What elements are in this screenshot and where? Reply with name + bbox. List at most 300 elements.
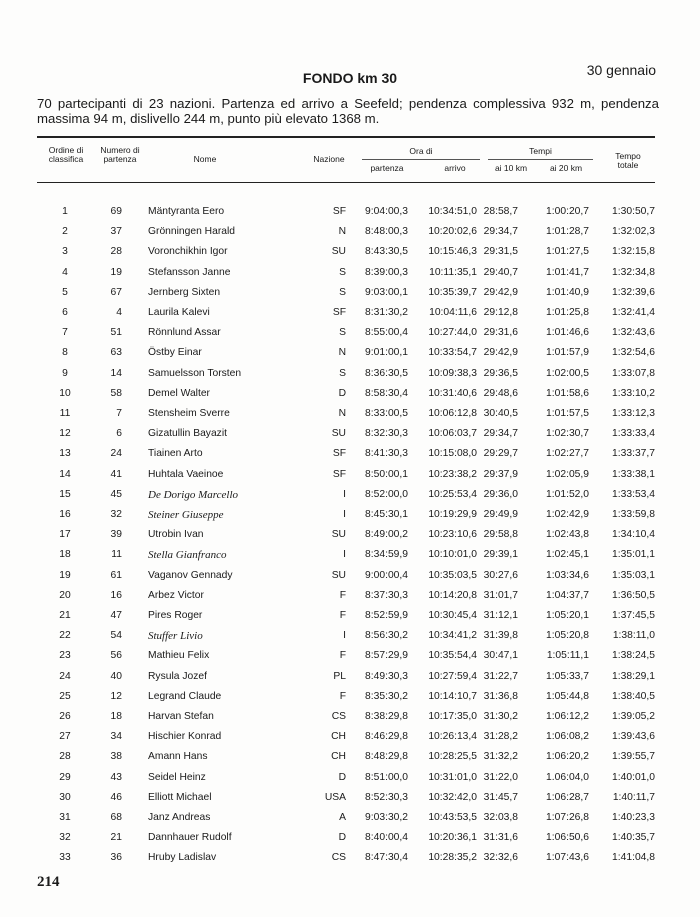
name-cell: Voronchikhin Igor [148,246,228,258]
name-cell: Amann Hans [148,751,208,763]
table-row [0,303,700,323]
nation-cell: SF [332,468,346,480]
split-10km-cell: 29:48,6 [483,387,518,399]
split-10km-cell: 30:27,6 [483,569,518,581]
finish-time-cell: 10:19:29,9 [428,509,477,520]
table-row [0,667,700,687]
table-row [0,707,700,727]
total-time-cell: 1:39:05,2 [612,711,655,722]
table-row [0,444,700,464]
total-time-cell: 1:33:53,4 [612,488,655,500]
start-time-cell: 8:56:30,2 [365,630,408,642]
total-time-cell: 1:34:10,4 [612,529,655,541]
split-20km-cell: 1:05:11,1 [546,650,589,662]
split-10km-cell: 31:31,6 [483,832,518,844]
rank-cell: 14 [59,468,71,480]
table-row [0,465,700,485]
ora-rule [362,159,480,160]
table-row [0,545,700,565]
total-time-cell: 1:33:38,1 [612,468,655,480]
total-time-cell: 1:40:35,7 [612,832,655,844]
total-time-cell: 1:40:23,3 [612,812,655,823]
start-time-cell: 8:49:30,3 [365,670,408,682]
finish-time-cell: 10:20:02,6 [428,226,477,238]
finish-time-cell: 10:35:54,4 [428,650,477,662]
split-20km-cell: 1:01:25,8 [546,307,589,318]
rank-cell: 33 [59,852,71,864]
finish-time-cell: 10:23:38,2 [428,468,477,480]
nation-cell: SU [331,569,346,581]
start-number-cell: 63 [110,347,122,359]
name-cell: Gizatullin Bayazit [148,428,227,440]
table-row [0,364,700,384]
page-title: FONDO km 30 [302,70,398,86]
total-time-cell: 1:40:11,7 [612,791,655,803]
name-cell: Stefansson Janne [148,266,231,278]
start-time-cell: 8:39:00,3 [365,266,408,278]
start-number-cell: 69 [110,206,122,217]
total-time-cell: 1:39:43,6 [612,731,655,743]
nation-cell: SU [331,428,346,440]
table-row [0,343,700,363]
rank-cell: 28 [59,751,71,763]
table-row [0,424,700,444]
finish-time-cell: 10:20:36,1 [428,832,477,844]
name-cell: Stensheim Sverre [148,408,230,419]
finish-time-cell: 10:15:08,0 [428,448,477,460]
start-time-cell: 8:37:30,3 [365,589,408,601]
total-time-cell: 1:32:02,3 [612,226,655,238]
rank-cell: 21 [59,610,71,621]
nation-cell: A [339,812,346,823]
start-time-cell: 9:00:00,4 [365,569,408,581]
name-cell: Arbez Victor [148,589,204,601]
start-time-cell: 8:48:00,3 [365,226,408,238]
start-time-cell: 9:01:00,1 [365,347,408,359]
total-time-cell: 1:32:39,6 [612,286,655,298]
split-10km-cell: 32:03,8 [483,812,518,823]
split-10km-cell: 29:58,8 [483,529,518,541]
total-time-cell: 1:33:59,8 [612,509,655,520]
finish-time-cell: 10:43:53,5 [428,812,477,823]
total-time-cell: 1:32:15,8 [612,246,655,258]
nation-cell: S [339,327,346,339]
split-10km-cell: 29:36,5 [483,367,518,379]
header-20km: ai 20 km [549,163,583,173]
total-time-cell: 1:32:43,6 [612,327,655,339]
finish-time-cell: 10:27:59,4 [428,670,477,682]
table-row [0,202,700,222]
name-cell: Pires Roger [148,610,203,621]
name-cell: Elliott Michael [148,791,212,803]
start-number-cell: 56 [110,650,122,662]
split-20km-cell: 1:05:33,7 [546,670,589,682]
split-20km-cell: 1:04:37,7 [546,589,589,601]
rank-cell: 27 [59,731,71,743]
nation-cell: CH [331,731,346,743]
name-cell: Tiainen Arto [148,448,203,460]
start-number-cell: 12 [110,690,122,702]
start-number-cell: 61 [110,569,122,581]
split-20km-cell: 1:05:20,8 [546,630,589,642]
name-cell: Stella Gianfranco [148,549,227,562]
split-20km-cell: 1.06:04,0 [546,771,589,783]
tempi-rule [488,159,593,160]
total-time-cell: 1:35:01,1 [612,549,655,561]
total-time-cell: 1:33:37,7 [612,448,655,460]
table-row [0,747,700,767]
start-time-cell: 8:40:00,4 [365,832,408,844]
start-number-cell: 18 [110,711,122,722]
table-row [0,222,700,242]
finish-time-cell: 10:27:44,0 [428,327,477,339]
nation-cell: S [339,266,346,278]
start-time-cell: 8:50:00,1 [365,468,408,480]
split-10km-cell: 29:12,8 [483,307,518,318]
start-number-cell: 51 [110,327,122,339]
page-number: 214 [37,874,60,890]
split-10km-cell: 29:29,7 [483,448,518,460]
split-10km-cell: 31:36,8 [483,690,518,702]
start-time-cell: 8:52:00,0 [365,488,408,500]
start-time-cell: 8:33:00,5 [365,408,408,419]
split-20km-cell: 1:00:20,7 [546,206,589,217]
finish-time-cell: 10:35:03,5 [428,569,477,581]
total-time-cell: 1:41:04,8 [612,852,655,864]
start-time-cell: 8:51:00,0 [365,771,408,783]
finish-time-cell: 10:33:54,7 [428,347,477,359]
split-10km-cell: 31:32,2 [483,751,518,763]
start-time-cell: 8:31:30,2 [365,307,408,318]
finish-time-cell: 10:09:38,3 [428,367,477,379]
split-20km-cell: 1:02:42,9 [546,509,589,520]
total-time-cell: 1:33:33,4 [612,428,655,440]
nation-cell: I [343,549,346,561]
rank-cell: 3 [62,246,68,258]
nation-cell: SF [332,206,346,217]
split-20km-cell: 1:02:45,1 [546,549,589,561]
start-number-cell: 39 [110,529,122,541]
total-time-cell: 1:32:41,4 [612,307,655,318]
table-row [0,727,700,747]
rank-cell: 20 [59,589,71,601]
split-10km-cell: 30:40,5 [483,408,518,419]
split-20km-cell: 1:01:41,7 [546,266,589,278]
name-cell: Rönnlund Assar [148,327,221,339]
split-10km-cell: 31:45,7 [483,791,518,803]
rank-cell: 32 [59,832,71,844]
table-row [0,323,700,343]
nation-cell: N [338,408,346,419]
table-row [0,586,700,606]
start-number-cell: 19 [110,266,122,278]
total-time-cell: 1:38:11,0 [612,630,655,642]
header-name: Nome [193,154,217,164]
start-number-cell: 4 [116,307,122,318]
header-rank: Ordine di classifica [48,145,84,164]
finish-time-cell: 10:17:35,0 [428,711,477,722]
start-time-cell: 8:55:00,4 [365,327,408,339]
nation-cell: D [338,387,346,399]
nation-cell: F [339,690,346,702]
finish-time-cell: 10:10:01,0 [428,549,477,561]
start-time-cell: 8:32:30,3 [365,428,408,440]
finish-time-cell: 10:04:11,6 [429,307,477,318]
finish-time-cell: 10:25:53,4 [428,488,477,500]
table-row [0,626,700,646]
start-number-cell: 38 [110,751,122,763]
rank-cell: 25 [59,690,71,702]
split-10km-cell: 29:36,0 [483,488,518,500]
nation-cell: SF [332,307,346,318]
split-20km-cell: 1:02:05,9 [546,468,589,480]
total-time-cell: 1:33:10,2 [612,387,655,399]
finish-time-cell: 10:31:40,6 [428,387,477,399]
finish-time-cell: 10:23:10,6 [428,529,477,541]
start-time-cell: 8:36:30,5 [365,367,408,379]
nation-cell: D [338,832,346,844]
start-number-cell: 6 [116,428,122,440]
start-time-cell: 8:52:59,9 [365,610,408,621]
start-number-cell: 67 [110,286,122,298]
nation-cell: CS [331,711,346,722]
nation-cell: CS [331,852,346,864]
split-10km-cell: 29:31,5 [483,246,518,258]
header-nation: Nazione [313,154,345,164]
split-20km-cell: 1:01:57,9 [546,347,589,359]
rank-cell: 1 [62,206,68,217]
finish-time-cell: 10:34:51,0 [428,206,477,217]
name-cell: Stuffer Livio [148,630,203,643]
total-time-cell: 1:39:55,7 [612,751,655,763]
split-10km-cell: 29:34,7 [483,226,518,238]
split-20km-cell: 1:05:20,1 [546,610,589,621]
name-cell: Jernberg Sixten [148,286,221,298]
nation-cell: S [339,367,346,379]
split-10km-cell: 31:12,1 [483,610,518,621]
start-time-cell: 8:43:30,5 [365,246,408,258]
total-time-cell: 1:33:12,3 [612,408,655,419]
header-10km: ai 10 km [494,163,528,173]
total-time-cell: 1:33:07,8 [612,367,655,379]
start-number-cell: 7 [116,408,122,419]
nation-cell: CH [331,751,346,763]
rank-cell: 16 [59,509,71,520]
start-time-cell: 8:48:29,8 [365,751,408,763]
split-10km-cell: 30:47,1 [483,650,518,662]
split-20km-cell: 1:01:58,6 [546,387,589,399]
rank-cell: 11 [59,408,71,419]
rank-cell: 26 [59,711,71,722]
table-row [0,566,700,586]
split-10km-cell: 31:22,7 [483,670,518,682]
start-time-cell: 8:49:00,2 [365,529,408,541]
split-10km-cell: 29:42,9 [483,286,518,298]
date: 30 gennaio [586,62,656,78]
intro-paragraph: 70 partecipanti di 23 nazioni. Partenza ed arrivo a Seefeld; pendenza complessiva 932 m, pendenza massima 94 m, dislivello 244 m, punto più elevato 1368 m. [37,96,659,126]
name-cell: Dannhauer Rudolf [148,832,232,844]
start-number-cell: 40 [110,670,122,682]
name-cell: Mathieu Felix [148,650,210,662]
start-number-cell: 46 [110,791,122,803]
nation-cell: N [338,226,346,238]
split-20km-cell: 1:01:57,5 [546,408,589,419]
name-cell: Harvan Stefan [148,711,214,722]
name-cell: Seidel Heinz [148,771,206,783]
start-number-cell: 58 [110,387,122,399]
start-time-cell: 9:03:00,1 [365,286,408,298]
rank-cell: 31 [59,812,71,823]
header-number: Numero di partenza [100,145,140,164]
split-20km-cell: 1:07:26,8 [546,812,589,823]
split-20km-cell: 1:02:43,8 [546,529,589,541]
split-10km-cell: 28:58,7 [483,206,518,217]
rank-cell: 13 [59,448,71,460]
rank-cell: 4 [62,266,68,278]
finish-time-cell: 10:35:39,7 [428,286,477,298]
nation-cell: I [343,630,346,642]
table-row [0,242,700,262]
rank-cell: 2 [62,226,68,238]
start-time-cell: 9:04:00,3 [365,206,408,217]
rank-cell: 17 [59,529,71,541]
table-row [0,505,700,525]
nation-cell: USA [324,791,346,803]
finish-time-cell: 10:14:20,8 [428,589,477,601]
start-number-cell: 16 [110,589,122,601]
finish-time-cell: 10:34:41,2 [428,630,477,642]
start-number-cell: 43 [110,771,122,783]
split-10km-cell: 31:30,2 [483,711,518,722]
nation-cell: D [338,771,346,783]
start-time-cell: 9:03:30,2 [365,812,408,823]
split-20km-cell: 1:01:27,5 [546,246,589,258]
start-number-cell: 54 [110,630,122,642]
header-total: Tempo totale [615,151,641,170]
total-time-cell: 1:32:34,8 [612,266,655,278]
name-cell: De Dorigo Marcello [148,488,239,501]
start-time-cell: 8:41:30,3 [365,448,408,460]
rank-cell: 12 [59,428,71,440]
start-time-cell: 8:45:30,1 [365,509,408,520]
finish-time-cell: 10:32:42,0 [428,791,477,803]
start-number-cell: 34 [110,731,122,743]
name-cell: Östby Einar [148,347,202,359]
start-number-cell: 24 [110,448,122,460]
nation-cell: I [343,488,346,500]
header-rule [37,182,655,183]
total-time-cell: 1:38:29,1 [612,670,655,682]
name-cell: Vaganov Gennady [148,569,233,581]
rank-cell: 22 [59,630,71,642]
name-cell: Hruby Ladislav [148,852,217,864]
start-number-cell: 41 [110,468,122,480]
rank-cell: 6 [62,307,68,318]
table-row [0,828,700,848]
name-cell: Janz Andreas [148,812,211,823]
start-time-cell: 8:34:59,9 [365,549,408,561]
total-time-cell: 1:36:50,5 [612,589,655,601]
start-number-cell: 14 [110,367,122,379]
total-time-cell: 1:32:54,6 [612,347,655,359]
nation-cell: N [338,347,346,359]
start-time-cell: 8:52:30,3 [365,791,408,803]
total-time-cell: 1:30:50,7 [612,206,655,217]
nation-cell: S [339,286,346,298]
table-row [0,525,700,545]
rank-cell: 30 [59,791,71,803]
rank-cell: 19 [59,569,71,581]
start-number-cell: 28 [110,246,122,258]
start-number-cell: 47 [110,610,122,621]
nation-cell: F [339,610,346,621]
nation-cell: SU [331,529,346,541]
rank-cell: 5 [62,286,68,298]
start-number-cell: 36 [110,852,122,864]
start-number-cell: 11 [111,549,122,561]
split-20km-cell: 1:06:20,2 [546,751,589,763]
split-10km-cell: 31:01,7 [483,589,518,601]
table-row [0,848,700,868]
split-20km-cell: 1:07:43,6 [546,852,589,864]
nation-cell: I [343,509,346,520]
table-row [0,768,700,788]
finish-time-cell: 10:06:12,8 [428,408,477,419]
rank-cell: 18 [59,549,71,561]
split-20km-cell: 1:01:52,0 [546,488,589,500]
start-time-cell: 8:46:29,8 [365,731,408,743]
name-cell: Utrobin Ivan [148,529,204,541]
finish-time-cell: 10:26:13,4 [428,731,477,743]
name-cell: Samuelsson Torsten [148,367,242,379]
nation-cell: F [339,650,346,662]
top-rule [37,136,655,138]
total-time-cell: 1:37:45,5 [612,610,655,621]
start-number-cell: 32 [110,509,122,520]
finish-time-cell: 10:28:25,5 [428,751,477,763]
split-20km-cell: 1:06:28,7 [546,791,589,803]
start-number-cell: 21 [110,832,122,844]
rank-cell: 7 [62,327,68,339]
table-row [0,646,700,666]
split-20km-cell: 1:01:28,7 [546,226,589,238]
split-10km-cell: 32:32,6 [483,852,518,864]
start-number-cell: 45 [110,488,122,500]
header-arrivo: arrivo [444,163,466,173]
rank-cell: 8 [62,347,68,359]
split-10km-cell: 29:39,1 [483,549,518,561]
table-row [0,606,700,626]
finish-time-cell: 10:11:35,1 [429,266,477,278]
table-row [0,808,700,828]
nation-cell: F [339,589,346,601]
split-10km-cell: 29:40,7 [483,266,518,278]
name-cell: Grönningen Harald [148,226,236,238]
finish-time-cell: 10:14:10,7 [428,690,477,702]
split-20km-cell: 1:02:30,7 [546,428,589,440]
rank-cell: 15 [59,488,71,500]
header-partenza: partenza [370,163,404,173]
name-cell: Hischier Konrad [148,731,222,743]
table-row [0,283,700,303]
split-20km-cell: 1:01:46,6 [546,327,589,339]
total-time-cell: 1:38:24,5 [612,650,655,662]
split-10km-cell: 29:42,9 [483,347,518,359]
split-10km-cell: 29:31,6 [483,327,518,339]
start-time-cell: 8:57:29,9 [365,650,408,662]
split-20km-cell: 1:06:08,2 [546,731,589,743]
finish-time-cell: 10:15:46,3 [428,246,477,258]
